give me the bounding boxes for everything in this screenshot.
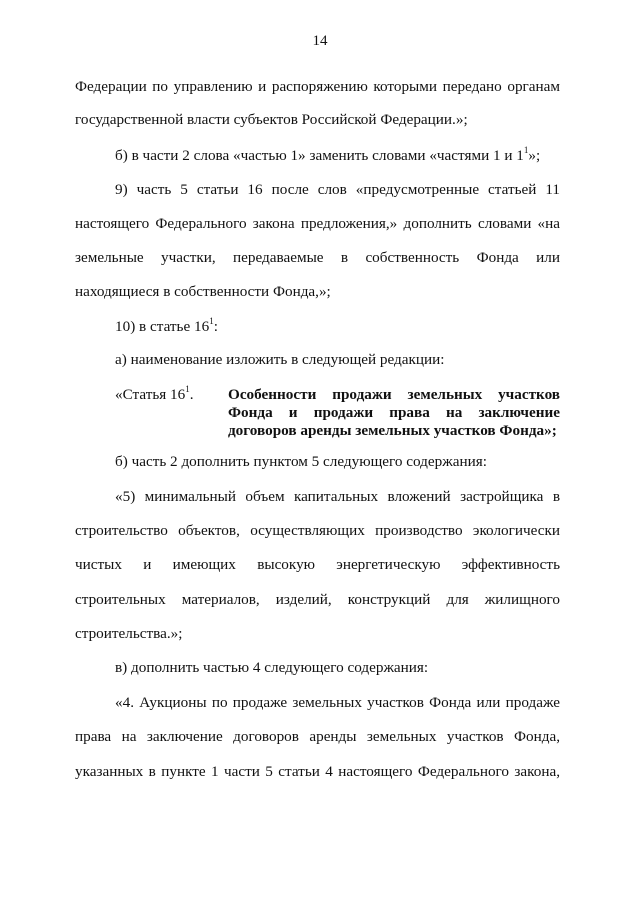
text-line: 9) часть 5 статьи 16 после слов «предусмотренные статьей 11: [115, 181, 560, 198]
text-line: земельные участки, передаваемые в собственность Фонда или: [75, 249, 560, 266]
superscript: 1: [209, 315, 214, 326]
text-line: [115, 315, 560, 336]
text-line: находящиеся в собственности Фонда,»;: [75, 283, 331, 300]
text-line: а) наименование изложить в следующей редакции:: [115, 351, 445, 368]
text-span: :: [213, 318, 218, 335]
text-line: строительства.»;: [75, 625, 183, 642]
text-line: б) часть 2 дополнить пунктом 5 следующего содержания:: [115, 453, 487, 470]
text-span: »;: [528, 147, 541, 164]
text-line: [115, 144, 560, 165]
article-title-line: Фонда и продажи права на заключение: [228, 404, 560, 421]
text-line: в) дополнить частью 4 следующего содержания:: [115, 659, 429, 676]
text-line: государственной власти субъектов Российской Федерации.»;: [75, 111, 468, 128]
text-line: строительство объектов, осуществляющих производство экологически: [75, 522, 560, 539]
text-span: 10) в статье 16: [115, 318, 210, 335]
article-title-line: договоров аренды земельных участков Фонда»;: [228, 422, 557, 439]
text-line: настоящего Федерального закона предложения,» дополнить словами «на: [75, 215, 560, 232]
text-span: .: [189, 386, 194, 403]
text-line: Федерации по управлению и распоряжению которыми передано органам: [75, 78, 560, 95]
article-label: [115, 383, 194, 404]
text-line: права на заключение договоров аренды земельных участков Фонда,: [75, 728, 560, 745]
superscript: 1: [185, 383, 190, 394]
page-number: 14: [312, 33, 328, 49]
text-span: б) в части 2 слова «частью 1» заменить словами «частями 1 и 1: [115, 147, 524, 164]
text-span: «Статья 16: [115, 386, 186, 403]
superscript: 1: [523, 144, 529, 155]
text-line: «5) минимальный объем капитальных вложений застройщика в: [115, 488, 560, 505]
text-line: строительных материалов, изделий, конструкций для жилищного: [75, 591, 560, 608]
text-line: чистых и имеющих высокую энергетическую эффективность: [75, 556, 560, 573]
text-line: указанных в пункте 1 части 5 статьи 4 настоящего Федерального закона,: [75, 763, 560, 780]
text-line: «4. Аукционы по продаже земельных участков Фонда или продаже: [115, 694, 560, 711]
article-title-line: Особенности продажи земельных участков: [228, 386, 560, 403]
article-title: [228, 386, 560, 440]
